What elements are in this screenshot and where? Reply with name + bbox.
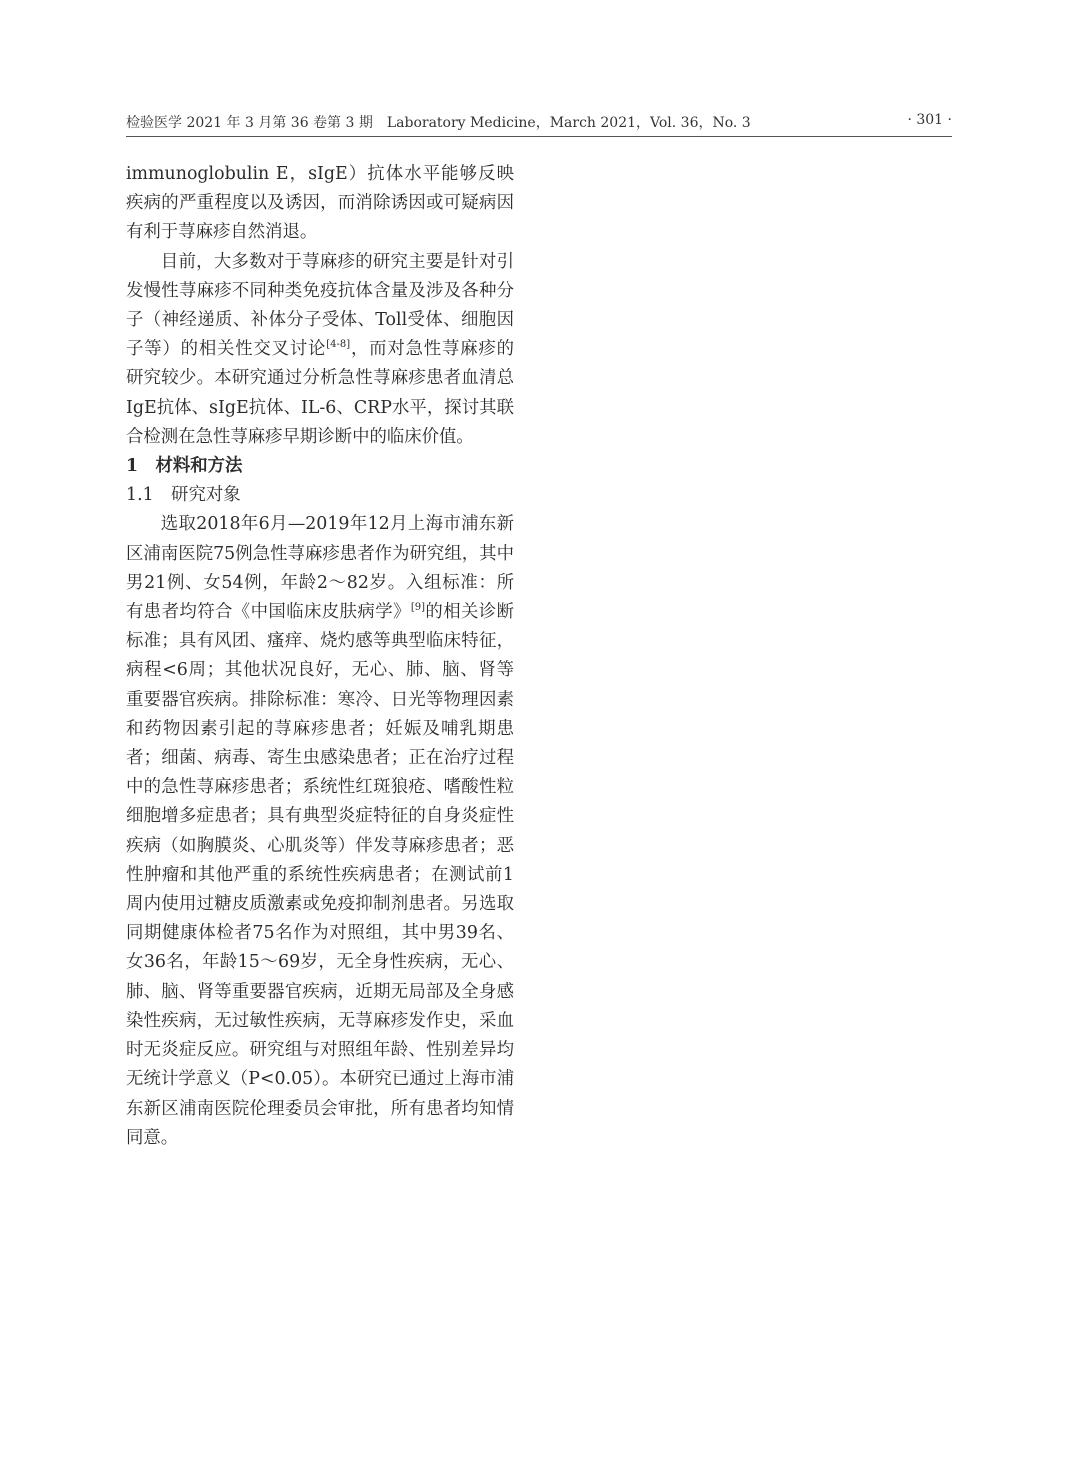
p3-text-b: 的相关诊断标准；具有风团、瘙痒、烧灼感等典型临床特征，病程<6周；其他状况良好，无心、肺、脑、肾等重要器官疾病。排除标准：寒冷、日光等物理因素和药物因素引起的荨麻疹患者；妊娠及哺乳期患者；细菌、病毒、寄生虫感染患者；正在治疗过程中的急性荨麻疹患者；系统性红斑狼疮、嗜酸性粒细胞增多症患者；具有典型炎症特征的自身炎症性疾病（如胸膜炎、心肌炎等）伴发荨麻疹患者；恶性肿瘤和其他严重的系统性疾病患者；在测试前1周内使用过糖皮质激素或免疫抑制剂患者。另选取同期健康体检者75名作为对照组，其中男39名、女36名，年龄15～69岁，无全身性疾病，无心、肺、脑、肾等重要器官疾病，近期无局部及全身感染性疾病，无过敏性疾病，无荨麻疹发作史，采血时无炎症反应。研究组与对照组年龄、性别差异均无统计学意义（P<0.05）。本研究已通过上海市浦东新区浦南医院伦理委员会审批，所有患者均知情同意。 [126,602,514,1148]
paragraph-current-research [126,248,514,452]
subsection-heading-subjects: 1.1 研究对象 [126,485,241,506]
p2-text-b: ，而对急性荨麻疹的研究较少。本研究通过分析急性荨麻疹患者血清总IgE抗体、sIgE抗体、IL-6、CRP水平，探讨其联合检测在急性荨麻疹早期诊断中的临床价值。 [126,339,514,447]
citation-9: [9] [410,602,425,614]
paragraph-intro-end: immunoglobulin E，sIgE）抗体水平能够反映疾病的严重程度以及诱因，而消除诱因或可疑病因有利于荨麻疹自然消退。 [126,164,514,243]
p3-text-a: 选取2018年6月—2019年12月上海市浦东新区浦南医院75例急性荨麻疹患者作为研究组，其中男21例、女54例，年龄2～82岁。入组标准：所有患者均符合《中国临床皮肤病学》 [126,514,514,623]
citation-4-8: [4-8] [326,339,351,351]
journal-citation: 检验医学 2021 年 3 月第 36 卷第 3 期 Laboratory Medicine，March 2021，Vol. 36，No. 3 [126,115,751,131]
section-heading-methods: 1 材料和方法 [126,456,243,477]
left-column [126,160,514,1153]
page-number: · 301 · [907,112,952,128]
header-rule [126,136,952,137]
p2-text-a: 目前，大多数对于荨麻疹的研究主要是针对引发慢性荨麻疹不同种类免疫抗体含量及涉及各种分子（神经递质、补体分子受体、Toll受体、细胞因子等）的相关性交叉讨论 [126,251,514,360]
running-header [126,112,952,132]
paragraph-subjects [126,510,514,1152]
